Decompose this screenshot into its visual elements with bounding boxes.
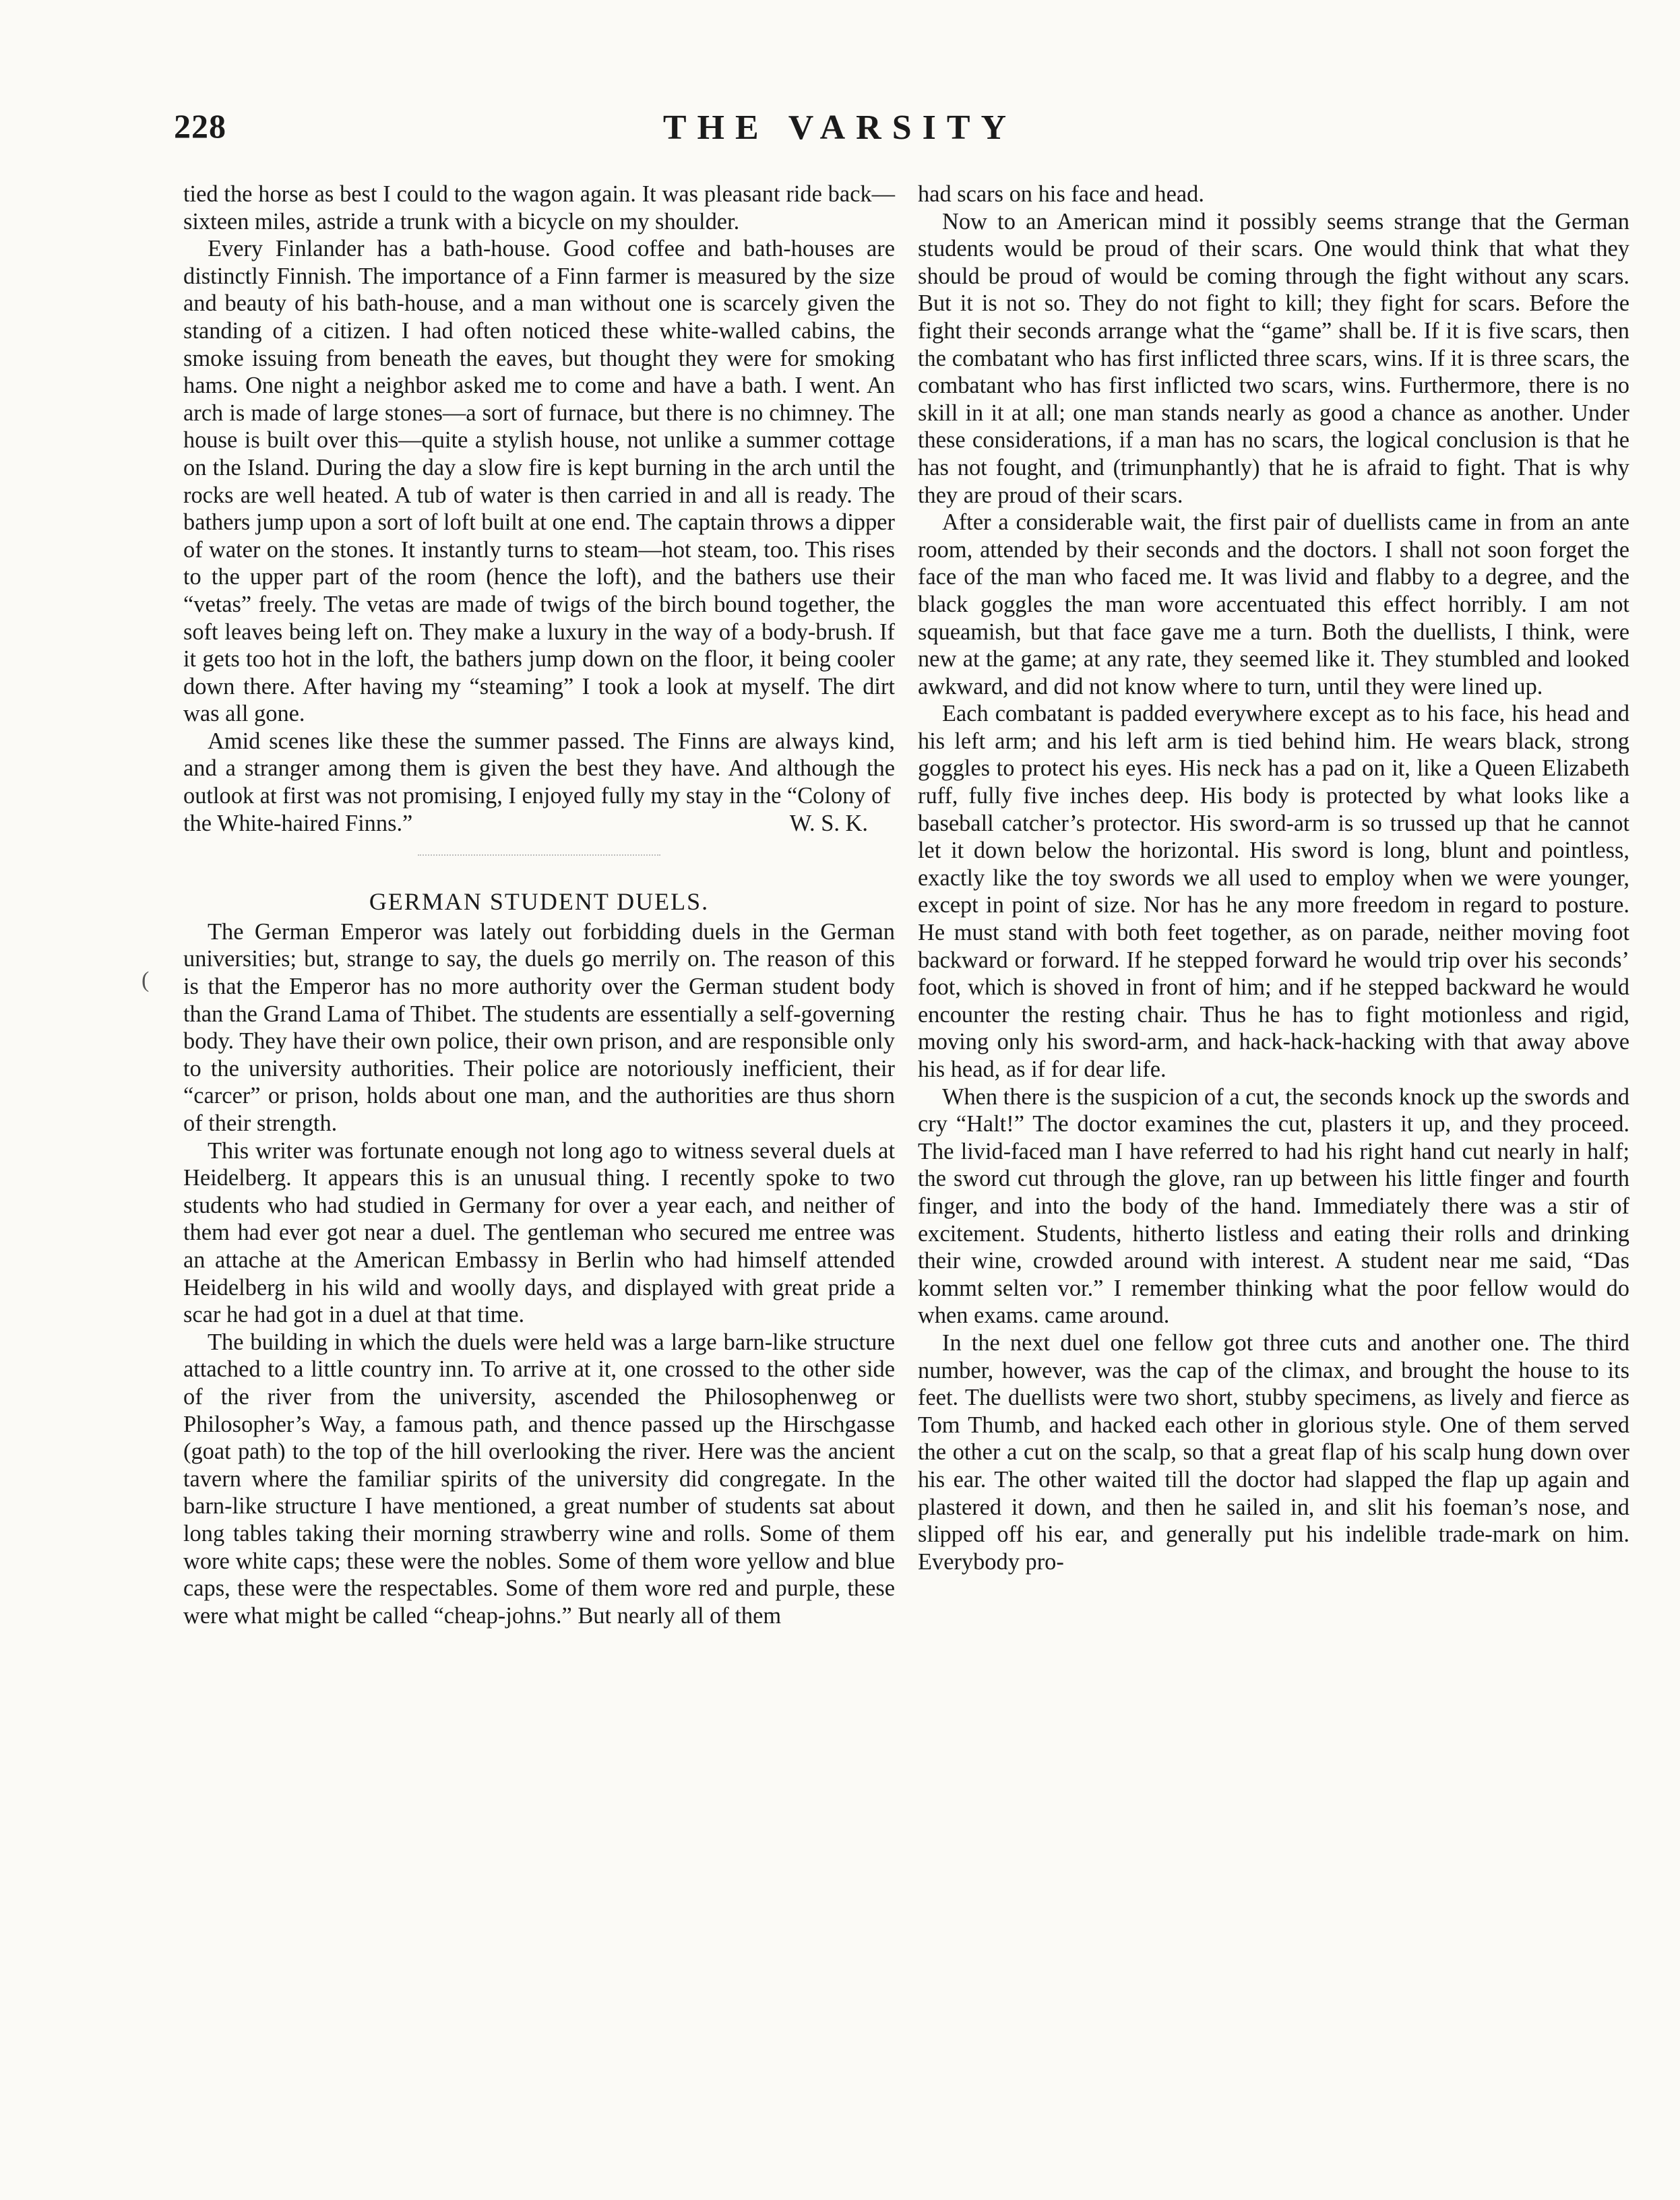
paragraph-first-pair: After a considerable wait, the first pair of duellists came in from an ante room, attended by their seconds and the doctors. I shall not soon forget the face of the man who faced me. It was livid and flabby to a degree, and the black goggles the man wore accentuated this effect horribly. I am not squeamish, but that face gave me a turn. Both the duellists, I think, were new at the game; at any rate, they seemed like it. They stumbled and looked awkward, and did not know where to turn, until they were lined up. xyxy=(918,509,1629,699)
paragraph-building: The building in which the duels were held was a large barn-like structure attached to a little country inn. To arrive at it, one crossed to the other side of the river from the university, ascended the Philosophenweg or Philosopher’s Way, a famous path, and thence passed up the Hirschgasse (goat path) to the top of the hill overlooking the river. Here was the ancient tavern where the familiar spirits of the university did congregate. In the barn-like structure I have mentioned, a great number of students sat about long tables taking their morning strawberry wine and rolls. Some of them wore white caps; these were the nobles. Some of them wore yellow and blue caps, these were the respectables. Some of them wore red and purple, these were what might be called “cheap-johns.” But nearly all of them xyxy=(183,1329,895,1629)
signoff-text: the White-haired Finns.” xyxy=(183,810,413,836)
paragraph-padding: Each combatant is padded everywhere except as to his face, his head and his left arm; and his left arm is tied behind him. He wears black, strong goggles to protect his eyes. His neck has a pad on it, like a Queen Elizabeth ruff, fully five inches deep. His body is protected by what looks like a baseball catcher’s protector. His sword-arm is so trussed up that he cannot let it down below the horizontal. His sword is long, blunt and pointless, exactly like the toy swords we all used to employ when we were younger, except in point of size. Nor has he any more freedom in regard to posture. He must stand with both feet together, as on parade, neither moving foot backward or forward. If he stepped forward he would trip over his seconds’ foot, which is shoved in front of him; and if he stepped backward he would encounter the resting chair. Thus he has to fight motionless and rigid, moving only his sword-arm, and hack-hack-hacking with that away above his head, as if for dear life. xyxy=(918,701,1629,1082)
section-divider xyxy=(418,854,660,856)
paragraph-heidelberg: This writer was fortunate enough not long ago to witness several duels at Heidelberg. It appears this is an unusual thing. I recently spoke to two students who had studied in Germany for over a year each, and neither of them had ever got near a duel. The gentleman who secured me entree was an attache at the American Embassy in Berlin who had himself attended Heidelberg in his wild and woolly days, and displayed with great pride a scar he had got in a duel at that time. xyxy=(183,1137,895,1328)
page-number: 228 xyxy=(174,107,226,145)
journal-title: THE VARSITY xyxy=(662,108,1018,147)
margin-mark: ( xyxy=(142,968,150,993)
section-heading: GERMAN STUDENT DUELS. xyxy=(369,888,710,916)
paragraph-bath-house: Every Finlander has a bath-house. Good coffee and bath-houses are distinctly Finnish. The importance of a Finn farmer is measured by the size and beauty of his bath-house, and a man without one is scarcely given the standing of a citizen. I had often noticed these white-walled cabins, the smoke issuing from beneath the eaves, but thought they were for smoking hams. One night a neighbor asked me to come and have a bath. I went. An arch is made of large stones—a sort of furnace, but there is no chimney. The house is built over this—quite a stylish house, not unlike a summer cottage on the Island. During the day a slow fire is kept burning in the arch until the rocks are well heated. A tub of water is then carried in and all is ready. The bathers jump upon a sort of loft built at one end. The captain throws a dipper of water on the stones. It instantly turns to steam—hot steam, too. This rises to the upper part of the room (hence the loft), and the bathers use their “vetas” freely. The vetas are made of twigs of the birch bound together, the soft leaves being left on. They make a luxury in the way of a body-brush. If it gets too hot in the loft, the bathers jump down on the floor, it being cooler down there. After having my “steaming” I took a look at myself. The dirt was all gone. xyxy=(183,236,895,727)
paragraph-american-mind: Now to an American mind it possibly seems strange that the German students would be proud of their scars. One would think that what they should be proud of would be coming through the fight without any scars. But it is not so. They do not fight to kill; they fight for scars. Before the fight their seconds arrange what the “game” shall be. If it is five scars, then the combatant who has first inflicted three scars, wins. If it is three scars, the combatant who has first inflicted two scars, wins. Furthermore, there is no skill in it at all; one man stands nearly as good a chance as another. Under these considerations, if a man has no scars, the logical conclusion is that he has not fought, and (trimunphantly) that he is afraid to fight. That is why they are proud of their scars. xyxy=(918,208,1629,508)
paragraph-emperor: The German Emperor was lately out forbidding duels in the German universities; but, strange to say, the duels go merrily on. The reason of this is that the Emperor has no more authority over the German student body than the Grand Lama of Thibet. The students are essentially a self-governing body. They have their own police, their own prison, and are responsible only to the university authorities. Their police are notoriously inefficient, their “carcer” or prison, holds about one man, and the authorities are thus shorn of their strength. xyxy=(183,918,895,1136)
paragraph-next-duel: In the next duel one fellow got three cuts and another one. The third number, however, was the cap of the climax, and brought the house to its feet. The duellists were two short, stubby specimens, as lively and fierce as Tom Thumb, and hacked each other in glorious style. One of them served the other a cut on the scalp, so that a great flap of his scalp hung down over his ear. The other waited till the doctor had slapped the flap up again and plastered it down, and then he sailed in, and slit his foeman’s nose, and slipped off his ear, and generally put his indelible trade-mark on him. Everybody pro- xyxy=(918,1329,1629,1575)
paragraph-continuation: tied the horse as best I could to the wagon again. It was pleasant ride back—sixteen miles, astride a trunk with a bicycle on my shoulder. xyxy=(183,181,895,234)
paragraph-halt: When there is the suspicion of a cut, the seconds knock up the swords and cry “Halt!” The doctor examines the cut, plasters it up, and they proceed. The livid-faced man I have referred to had his right hand cut nearly in half; the sword cut through the glove, ran up between his little finger and fourth finger, and into the body of the hand. Immediately there was a stir of excitement. Students, hitherto listless and eating their rolls and drinking their wine, crowded around with interest. A student near me said, “Das kommt selten vor.” I remember thinking what the poor fellow would do when exams. came around. xyxy=(918,1083,1629,1329)
page-header xyxy=(0,0,1680,162)
left-column xyxy=(183,181,895,1629)
article-signoff xyxy=(183,810,895,838)
author-initials: W. S. K. xyxy=(789,810,868,836)
paragraph-scars-continuation: had scars on his face and head. xyxy=(918,181,1204,207)
right-column xyxy=(918,181,1629,1575)
paragraph-summer: Amid scenes like these the summer passed. The Finns are always kind, and a stranger among them is given the best they have. And although the outlook at first was not promising, I enjoyed fully my stay in the “Colony of xyxy=(183,728,895,809)
